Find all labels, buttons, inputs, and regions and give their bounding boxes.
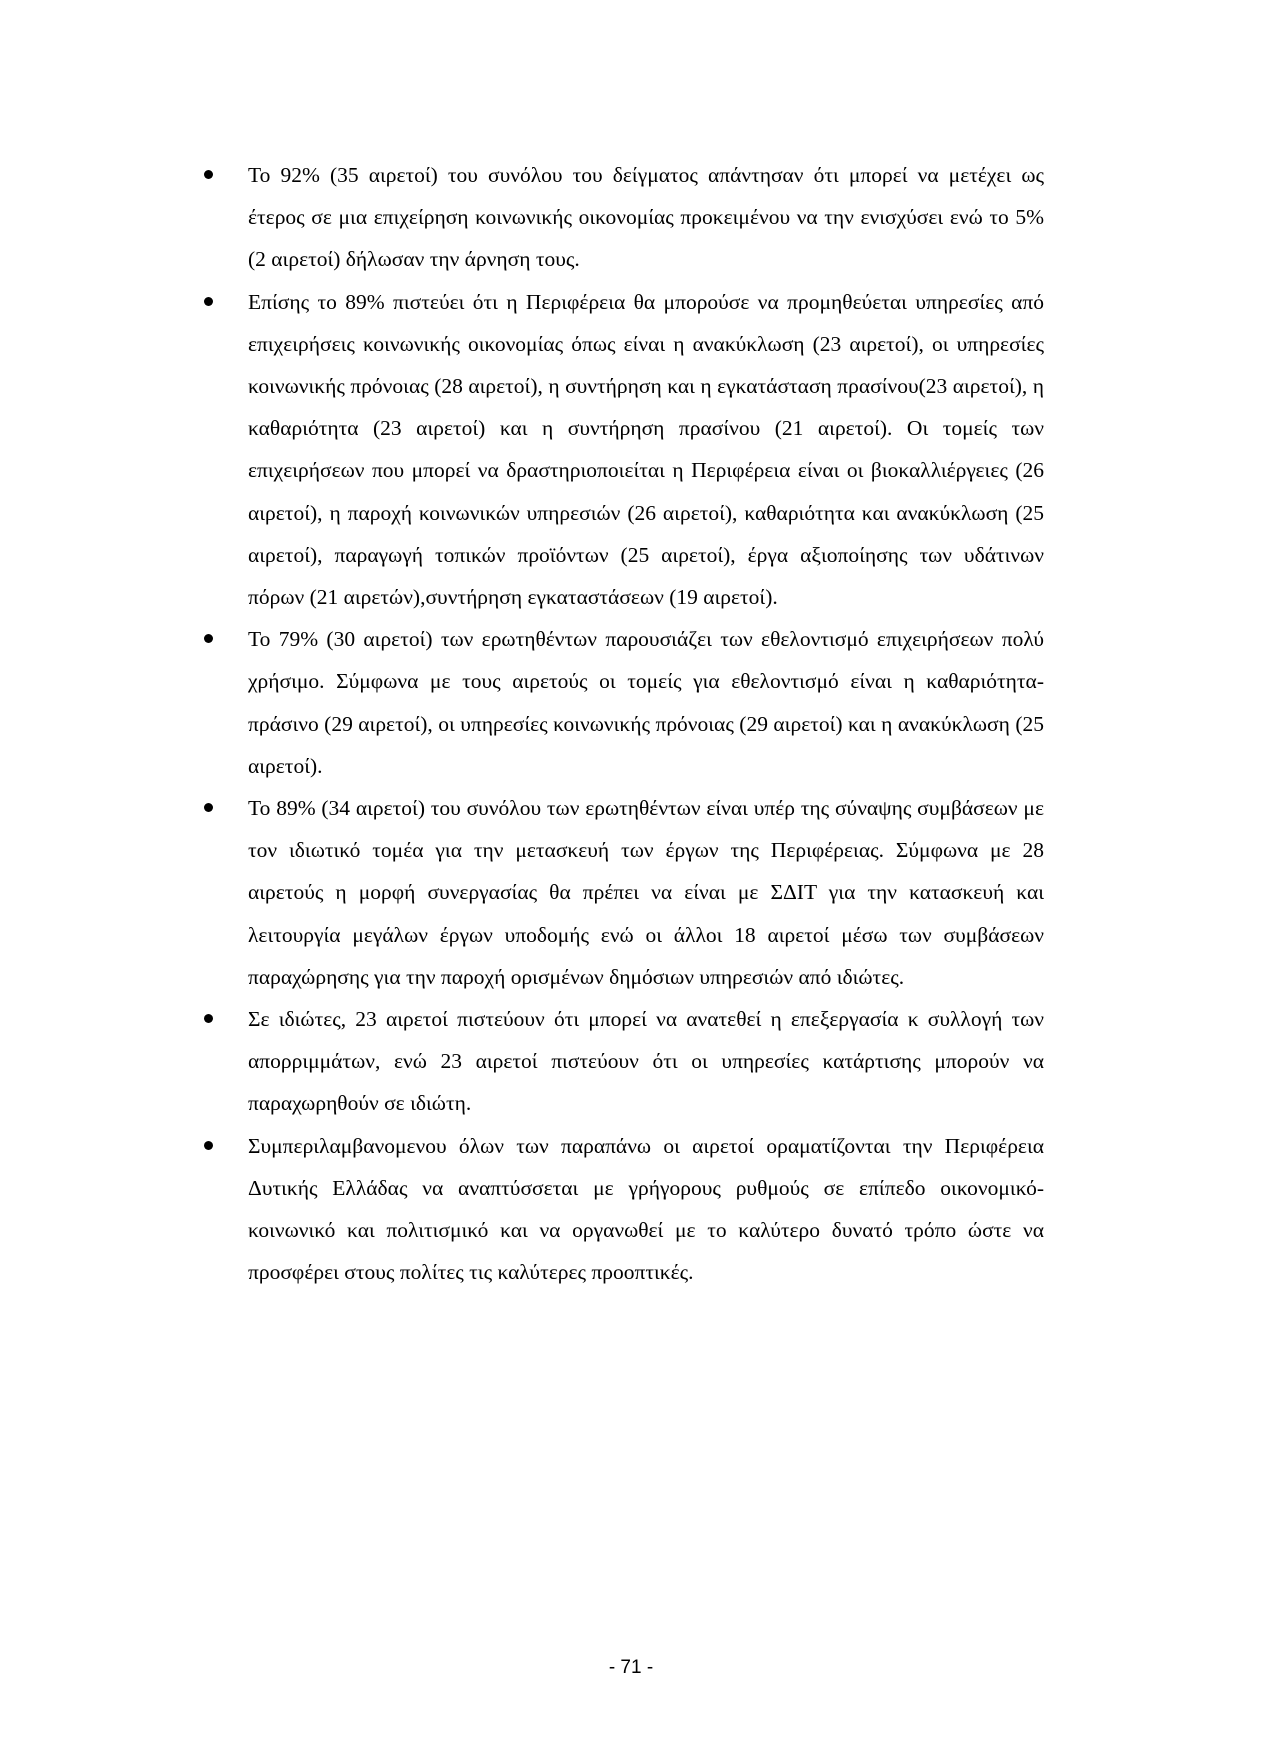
findings-bullet-list — [196, 154, 1044, 1293]
list-item — [196, 1125, 1044, 1294]
bullet-text: Επίσης το 89% πιστεύει ότι η Περιφέρεια θα μπορούσε να προμηθεύεται υπηρεσίες από επιχειρήσεις κοινωνικής οικονομίας όπως είναι η ανακύκλωση (23 αιρετοί), οι υπηρεσίες κοινωνικής πρόνοιας (28 αιρετοί), η συντήρηση και η εγκατάσταση πρασίνου(23 αιρετοί), η καθαριότητα (23 αιρετοί) και η συντήρηση πρασίνου (21 αιρετοί). Οι τομείς των επιχειρήσεων που μπορεί να δραστηριοποιείται η Περιφέρεια είναι οι βιοκαλλιέργειες (26 αιρετοί), η παροχή κοινωνικών υπηρεσιών (26 αιρετοί), καθαριότητα και ανακύκλωση (25 αιρετοί), παραγωγή τοπικών προϊόντων (25 αιρετοί), έργα αξιοποίησης των υδάτινων πόρων (21 αιρετών),συντήρηση εγκαταστάσεων (19 αιρετοί). — [248, 289, 1044, 610]
bullet-text: Σε ιδιώτες, 23 αιρετοί πιστεύουν ότι μπορεί να ανατεθεί η επεξεργασία κ συλλογή των απορριμμάτων, ενώ 23 αιρετοί πιστεύουν ότι οι υπηρεσίες κατάρτισης μπορούν να παραχωρηθούν σε ιδιώτη. — [248, 1007, 1044, 1116]
bullet-dot-icon — [204, 170, 213, 179]
page-number: - 71 - — [608, 1657, 654, 1678]
list-item — [196, 154, 1044, 281]
bullet-text: Το 92% (35 αιρετοί) του συνόλου του δείγματος απάντησαν ότι μπορεί να μετέχει ως έτερος σε μια επιχείρηση κοινωνικής οικονομίας προκειμένου να την ενισχύσει ενώ το 5% (2 αιρετοί) δήλωσαν την άρνηση τους. — [248, 163, 1044, 272]
list-item — [196, 787, 1044, 998]
bullet-dot-icon — [204, 634, 213, 643]
list-item — [196, 618, 1044, 787]
bullet-text: Συμπεριλαμβανομενου όλων των παραπάνω οι αιρετοί οραματίζονται την Περιφέρεια Δυτικής Ελλάδας να αναπτύσσεται με γρήγορους ρυθμούς σε επίπεδο οικονομικό-κοινωνικό και πολιτισμικό και να οργανωθεί με το καλύτερο δυνατό τρόπο ώστε να προσφέρει στους πολίτες τις καλύτερες προοπτικές. — [248, 1133, 1044, 1285]
list-item — [196, 998, 1044, 1125]
bullet-dot-icon — [204, 1141, 213, 1150]
bullet-text: Το 79% (30 αιρετοί) των ερωτηθέντων παρουσιάζει των εθελοντισμό επιχειρήσεων πολύ χρήσιμο. Σύμφωνα με τους αιρετούς οι τομείς για εθελοντισμό είναι η καθαριότητα-πράσινο (29 αιρετοί), οι υπηρεσίες κοινωνικής πρόνοιας (29 αιρετοί) και η ανακύκλωση (25 αιρετοί). — [248, 627, 1044, 778]
bullet-text: Το 89% (34 αιρετοί) του συνόλου των ερωτηθέντων είναι υπέρ της σύναψης συμβάσεων με τον ιδιωτικό τομέα για την μετασκευή των έργων της Περιφέρειας. Σύμφωνα με 28 αιρετούς η μορφή συνεργασίας θα πρέπει να είναι με ΣΔΙΤ για την κατασκευή και λειτουργία μεγάλων έργων υποδομής ενώ οι άλλοι 18 αιρετοί μέσω των συμβάσεων παραχώρησης για την παροχή ορισμένων δημόσιων υπηρεσιών από ιδιώτες. — [248, 796, 1044, 989]
bullet-dot-icon — [204, 297, 213, 306]
bullet-dot-icon — [204, 1014, 213, 1023]
bullet-dot-icon — [204, 803, 213, 812]
list-item — [196, 281, 1044, 619]
